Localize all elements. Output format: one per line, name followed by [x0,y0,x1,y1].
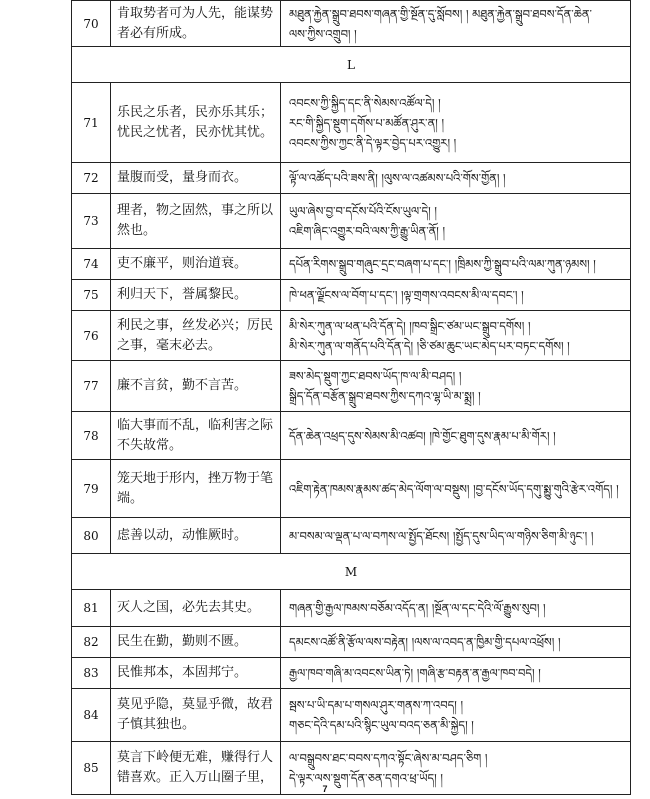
table-row [71,163,631,194]
entry-number: 81 [72,590,111,626]
chinese-text: 民惟邦本，本固邦宁。 [111,658,281,688]
table-row [71,518,631,554]
entry-number: 85 [72,742,111,794]
entry-number: 83 [72,658,111,688]
entry-number: 73 [72,194,111,248]
table-row [71,627,631,658]
tibetan-line: ཟས་མེད་སྡུག་ཀྱང་ཐབས་ཡོད་ཁ་ལ་མི་བཤད། ། [289,369,462,383]
tibetan-text [281,194,630,248]
table-row [71,689,631,742]
page-number: 7 [322,784,328,794]
tibetan-line: ལས་ཀྱིས་འགྲུབ། ། [289,26,357,41]
entry-number: 72 [72,163,111,193]
table-row [71,311,631,361]
table-row [71,1,631,47]
entry-number: 74 [72,249,111,279]
chinese-text: 肯取势者可为人先，能谋势者必有所成。 [111,1,281,46]
tibetan-line: ཡུལ་ཞེས་བྱ་བ་དངོས་པོའི་ངོས་ཡུལ་དེ། ། [289,204,437,218]
chinese-text: 理者，物之固然，事之所以然也。 [111,194,281,248]
tibetan-text [281,412,630,459]
tibetan-text [281,280,630,310]
tibetan-line: གཞན་གྱི་རྒྱལ་ཁམས་བཅོམ་འདོད་ན། །སྔོན་ལ་དང་དེའི་ལོ་རྒྱུས་སུབ། ། [289,601,546,615]
entry-number: 70 [72,1,111,46]
tibetan-line: མི་སེར་ཀུན་ལ་གནོད་པའི་དོན་དེ། །ཅི་ཙམ་ཆུང་ཡང་མེད་པར་བཏང་དགོས། ། [289,338,570,353]
table-row [71,361,631,412]
tibetan-line: ལ་བསྒྲུབས་ཐང་བབས་དཀའ་སྟོང་ཞེས་མ་བཤད་ཅིག ། [289,751,488,765]
table-row [71,249,631,280]
chinese-text: 量腹而受，量身而衣。 [111,163,281,193]
entry-number: 75 [72,280,111,310]
tibetan-line: དཔོན་རིགས་སྒྲུབ་གཞུང་དྲང་བཞག་པ་དང་། །ཁྲིམས་ཀྱི་སྒྲུབ་པའི་ལམ་ཀུན་ཉམས། ། [289,257,596,271]
tibetan-line: གཅང་དེའི་དམ་པའི་སྙིང་ཡུལ་བའད་ཅན་མི་སྐྱེད། ། [289,718,474,732]
tibetan-text [281,361,630,411]
section-letter: L [347,57,355,72]
table-row [71,83,631,163]
tibetan-line: འབངས་ཀྱི་སྐྱིད་དང་ནི་སེམས་འཚོལ་དེ། ། [289,95,441,110]
tibetan-line: མ་བསམ་ལ་ལྡན་པ་ལ་བཀས་ལ་སྤྱོད་ཐོངས། །སྤྱོད་དུས་ཡིད་ལ་གཉིས་ཅིག་མི་ཉུང་། ། [289,528,594,543]
tibetan-line: སྦས་པ་ཡི་དམ་པ་གསལ་ཤུར་གནས་ཀ་འབད། ། [289,698,463,712]
tibetan-text [281,1,630,46]
entry-number: 77 [72,361,111,411]
tibetan-text [281,83,630,162]
table-row [71,412,631,460]
tibetan-line: དོན་ཆེན་འཕྲད་དུས་སེམས་མི་འཚབ། །ཁེ་གྱོང་ཐུག་དུས་རྣམ་པ་མི་གོར། ། [289,428,556,443]
tibetan-line: དམངས་འཚོ་ནི་རྩོལ་ལས་བརྟེན། །ལས་ལ་འབད་ན་ཁྱིམ་གྱི་དཔལ་འཕྲོས། ། [289,635,561,649]
entry-number: 84 [72,689,111,741]
tibetan-line: འཇིག་ཞིང་འགྱུར་བའི་ལས་ཀྱི་རྒྱུ་ཡིན་ནོ། ། [289,224,446,238]
tibetan-text [281,627,630,657]
chinese-text: 莫言下岭便无难，赚得行人错喜欢。正入万山圈子里， [111,742,281,794]
table-row [71,194,631,249]
table-row [71,280,631,311]
section-letter: M [344,564,358,579]
chinese-text: 笼天地于形内，挫万物于笔端。 [111,460,281,517]
table-row [71,590,631,627]
tibetan-text [281,518,630,553]
section-header-row [71,554,631,590]
chinese-text: 虑善以动，动惟厥时。 [111,518,281,553]
tibetan-text [281,311,630,360]
tibetan-line: ལྟོ་ལ་འཚོད་པའི་ཟས་ནི། །ལུས་ལ་འཚམས་པའི་གོས་གྱོན། ། [289,171,506,185]
chinese-text: 临大事而不乱，临利害之际不失故常。 [111,412,281,459]
tibetan-line: འབངས་ཀྱིས་ཀྱང་ནི་དེ་ལྟར་བྱེད་པར་འགྱུར། ། [289,135,457,150]
tibetan-text [281,590,630,626]
tibetan-line: རང་གི་སྐྱིད་སྡུག་དགོས་པ་མཚོན་ཤུར་ན། ། [289,115,445,130]
chinese-text: 民生在勤，勤则不匮。 [111,627,281,657]
tibetan-text [281,689,630,741]
text-table [71,0,631,795]
tibetan-text [281,249,630,279]
chinese-text: 乐民之乐者，民亦乐其乐；忧民之忧者，民亦忧其忧。 [111,83,281,162]
tibetan-line: འཇིག་རྟེན་ཁམས་རྣམས་ཚད་མེད་ལོག་ལ་བསྡུས། །བྱ་དངོས་ཡོད་དགུ་སྨྱུ་གུའི་རྩེར་འགོད། ། [289,481,619,496]
chinese-text: 利民之事，丝发必兴；厉民之事，毫末必去。 [111,311,281,360]
chinese-text: 吏不廉平，则治道衰。 [111,249,281,279]
tibetan-text [281,460,630,517]
chinese-text: 廉不言贫，勤不言苦。 [111,361,281,411]
entry-number: 71 [72,83,111,162]
tibetan-line: ཁེ་ཕན་ལྗོངས་ལ་བོག་པ་དང་། །ལྟ་གྲགས་འབངས་མི་ལ་དབང་། ། [289,288,524,302]
chinese-text: 灭人之国，必先去其史。 [111,590,281,626]
table-row [71,460,631,518]
tibetan-line: མཐུན་རྐྱེན་སྒྲུབ་ཐབས་གཞན་གྱི་སྔོན་དུ་སློབས། ། མཐུན་རྐྱེན་སྒྲུབ་ཐབས་དོན་ཆེན་ [289,6,592,21]
section-header-row [71,47,631,83]
entry-number: 76 [72,311,111,360]
chinese-text: 利归天下，誉属黎民。 [111,280,281,310]
tibetan-line: རྒྱལ་ཁབ་གཞི་མ་འབངས་ཡིན་ཏེ། །གཞི་རྩ་བརྟན་ན་རྒྱལ་ཁབ་བདེ། ། [289,666,541,680]
tibetan-text [281,658,630,688]
table-row [71,658,631,689]
chinese-text: 莫见乎隐，莫显乎微，故君子慎其独也。 [111,689,281,741]
tibetan-line: དེ་ལྟར་ལས་སྡུག་དོན་ཅན་དགའ་ཕྲ་ཡོད། ། [289,771,443,785]
entry-number: 80 [72,518,111,553]
entry-number: 82 [72,627,111,657]
tibetan-line: མི་སེར་ཀུན་ལ་ཕན་པའི་དོན་དེ། །ཁབ་སྒྲིང་ཙམ་ཡང་སྒྲུབ་དགོས། ། [289,318,531,333]
entry-number: 79 [72,460,111,517]
tibetan-line: སྒྲིད་དོན་བརྩོན་སྒྲུབ་ཐབས་ཀྱིས་དཀའ་ལྷ་ཡི་མ་སྨྲ། ། [289,389,481,403]
entry-number: 78 [72,412,111,459]
tibetan-text [281,163,630,193]
